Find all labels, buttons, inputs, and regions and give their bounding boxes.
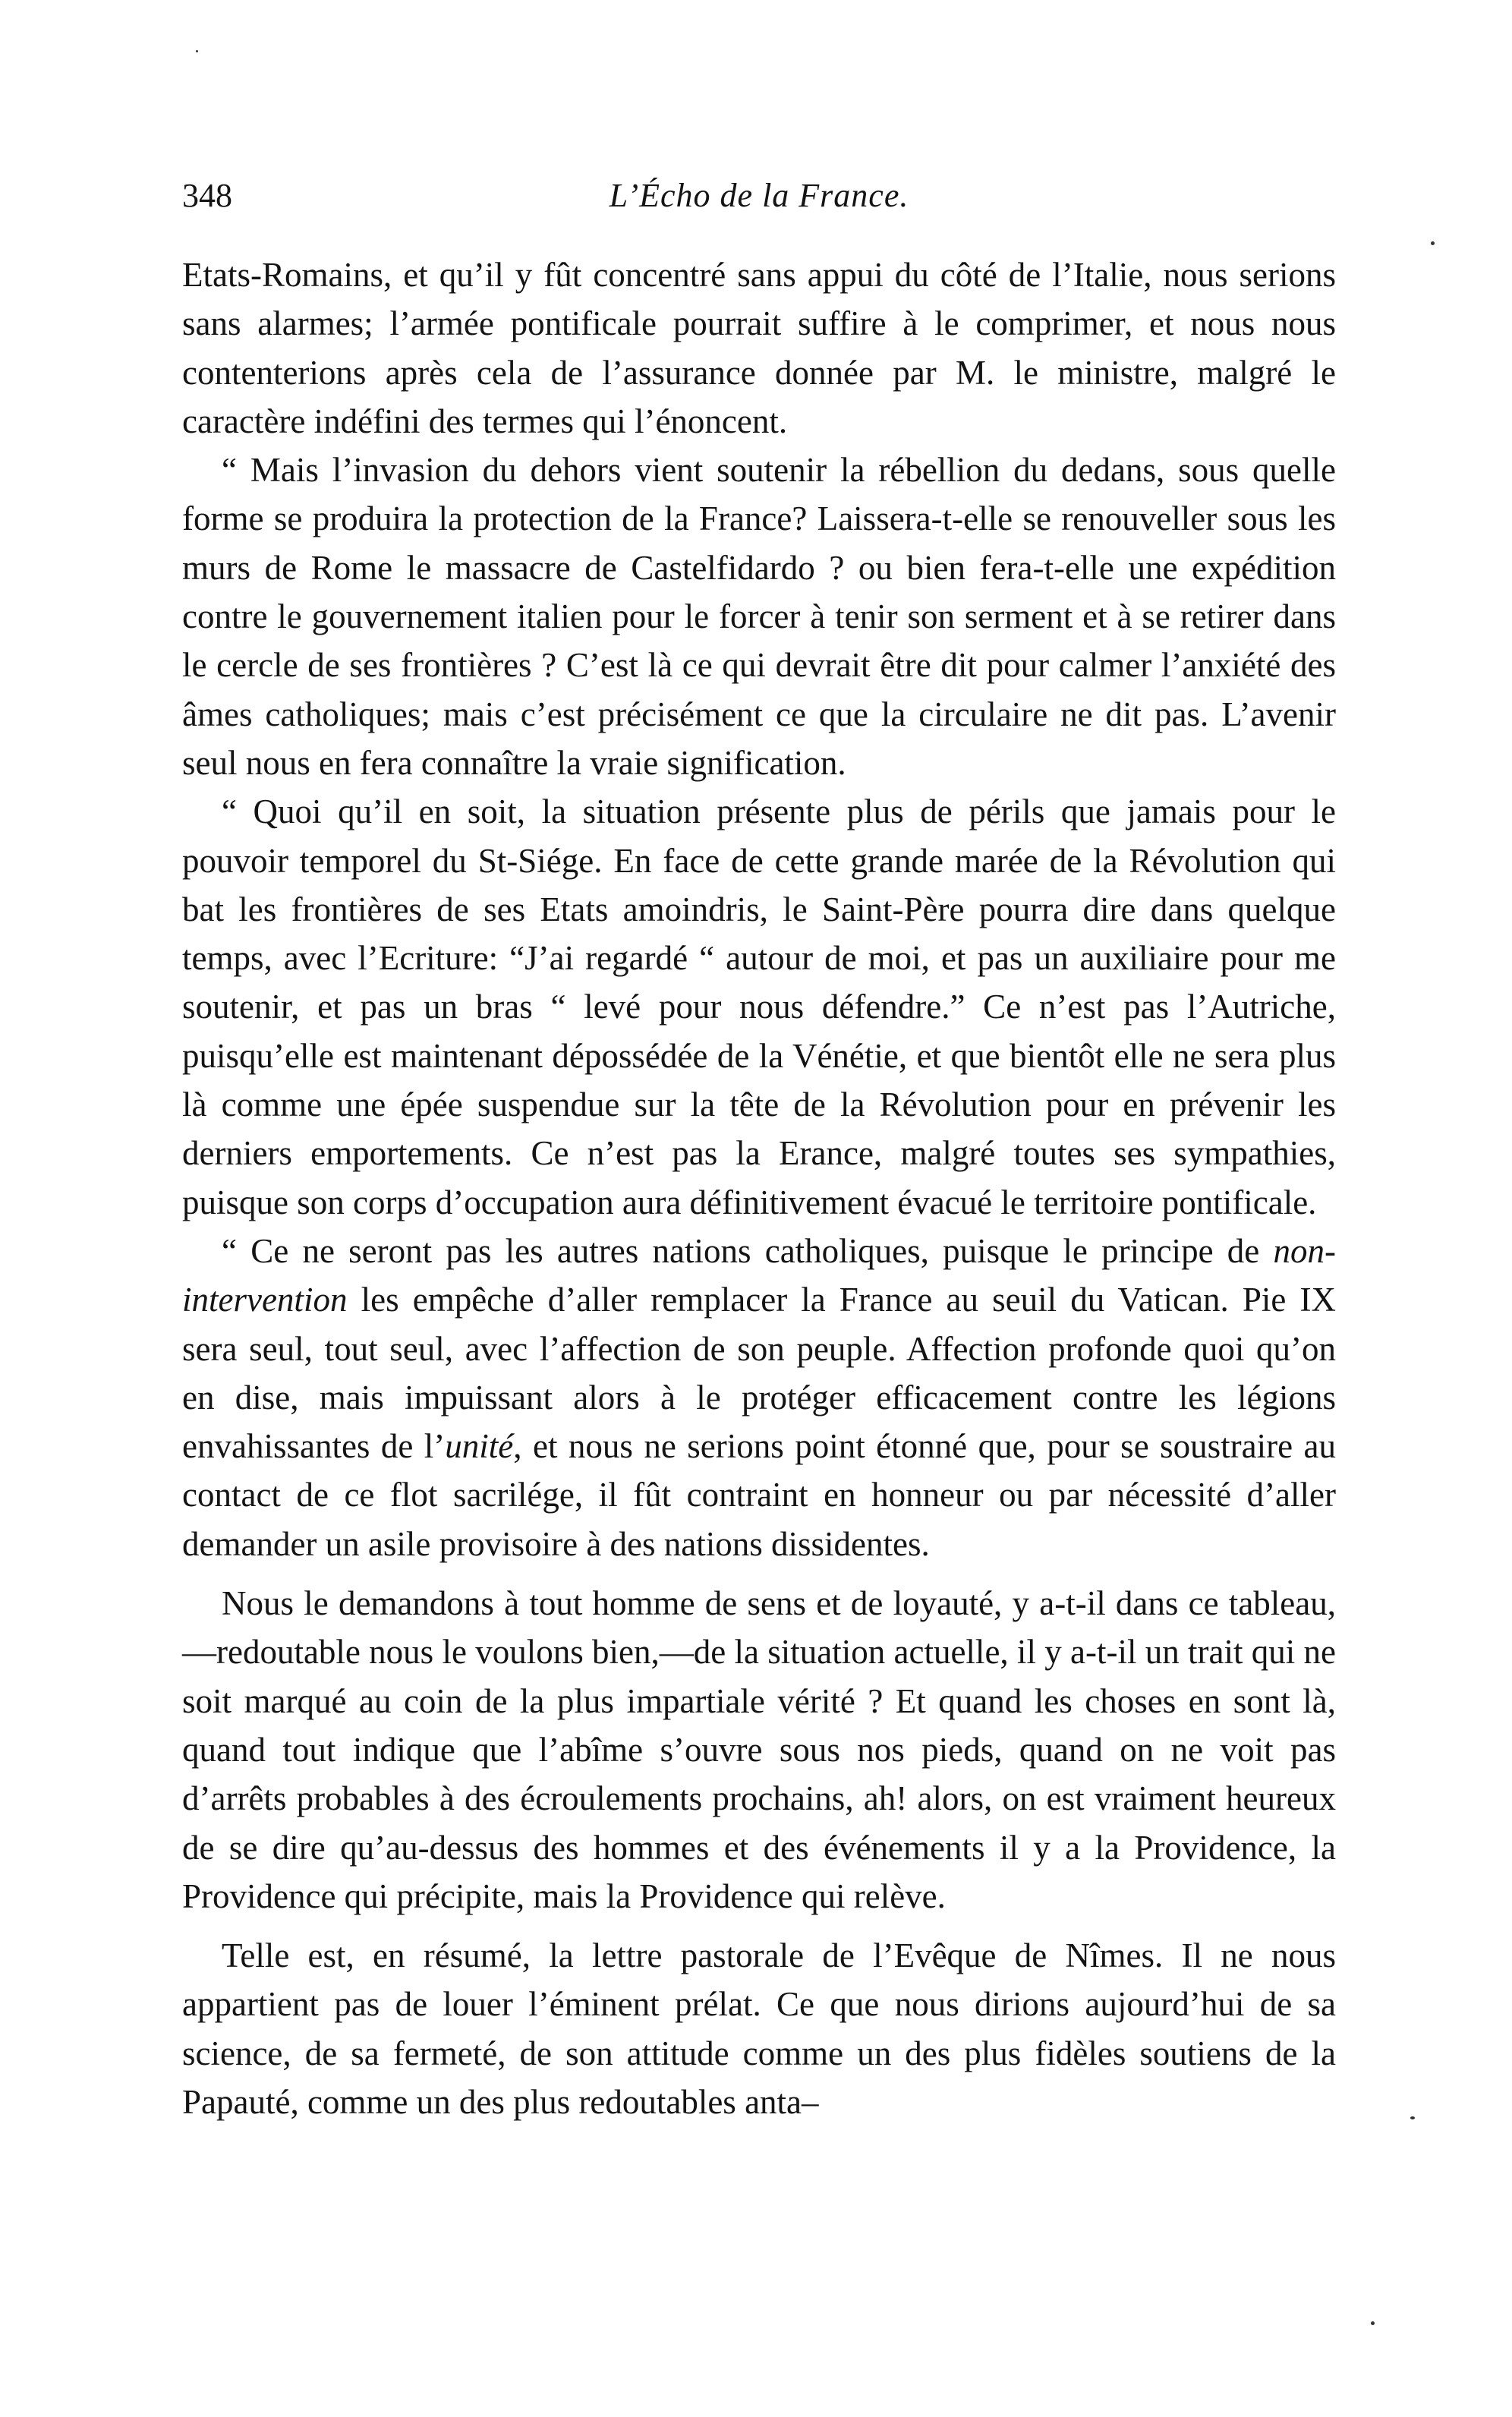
- paragraph-4-text-b: les empêche d’aller remplacer la France au seuil du Vatican. Pie IX sera seul, tout seul, avec l’affection de son peuple. Affection profonde quoi qu’on en dise, mais impuissant alors à le protéger efficacement contre les légions envahissantes de l’: [182, 1281, 1336, 1466]
- body-text: [182, 251, 1336, 2126]
- running-title: L’Écho de la France.: [609, 177, 909, 214]
- print-speck-4: [1371, 2321, 1375, 2325]
- paragraph-2: “ Mais l’invasion du dehors vient soutenir la rébellion du dedans, sous quelle forme se produira la protection de la France? Laissera-t-elle se renouveller sous les murs de Rome le massacre de Castelfidardo ? ou bien fera-t-elle une expédition contre le gouvernement italien pour le forcer à tenir son serment et à se retirer dans le cercle de ses frontières ? C’est là ce qui devrait être dit pour calmer l’anxiété des âmes catholiques; mais c’est précisément ce que la circulaire ne dit pas. L’avenir seul nous en fera connaître la vraie signification.: [182, 451, 1336, 782]
- paragraph-4-text-c: , et nous ne serions point étonné que, pour se soustraire au contact de ce flot sacrilége, il fût contraint en honneur ou par nécessité d’aller demander un asile provisoire à des nations dissidentes.: [182, 1427, 1336, 1563]
- emphasis-unite: unité: [445, 1427, 514, 1466]
- paragraph-4: [182, 1227, 1336, 1568]
- paragraph-1: Etats-Romains, et qu’il y fût concentré sans appui du côté de l’Italie, nous serions sans alarmes; l’armée pontificale pourrait suffire à le comprimer, et nous nous contenterions après cela de l’assurance donnée par M. le ministre, malgré le caractère indéfini des termes qui l’énoncent.: [182, 256, 1336, 440]
- emphasis-non-intervention: non-intervention: [182, 1231, 1336, 1319]
- paragraph-5: Nous le demandons à tout homme de sens et de loyauté, y a-t-il dans ce tableau,—redoutable nous le voulons bien,—de la situation actuelle, il y a-t-il un trait qui ne soit marqué au coin de la plus impartiale vérité ? Et quand les choses en sont là, quand tout indique que l’abîme s’ouvre sous nos pieds, quand on ne voit pas d’arrêts probables à des écroulements prochains, ah! alors, on est vraiment heureux de se dire qu’au-dessus des hommes et des événements il y a la Providence, la Providence qui précipite, mais la Providence qui relève.: [182, 1584, 1336, 1915]
- print-speck-2: [1431, 241, 1435, 245]
- page-header: [182, 173, 1336, 219]
- paragraph-4-text-a: “ Ce ne seront pas les autres nations catholiques, puisque le principe de: [222, 1231, 1274, 1270]
- print-speck-3: [1410, 2116, 1415, 2119]
- page-number: 348: [182, 177, 232, 214]
- paragraph-6: Telle est, en résumé, la lettre pastorale de l’Evêque de Nîmes. Il ne nous appartient pas de louer l’éminent prélat. Ce que nous dirions aujourd’hui de sa science, de sa fermeté, de son attitude comme un des plus fidèles soutiens de la Papauté, comme un des plus redoutables anta–: [182, 1936, 1336, 2121]
- paragraph-3: “ Quoi qu’il en soit, la situation présente plus de périls que jamais pour le pouvoir temporel du St-Siége. En face de cette grande marée de la Révolution qui bat les frontières de ses Etats amoindris, le Saint-Père pourra dire dans quelque temps, avec l’Ecriture: “J’ai regardé “ autour de moi, et pas un auxiliaire pour me soutenir, et pas un bras “ levé pour nous défendre.” Ce n’est pas l’Autriche, puisqu’elle est maintenant dépossédée de la Vénétie, et que bientôt elle ne sera plus là comme une épée suspendue sur la tête de la Révolution pour en prévenir les derniers emportements. Ce n’est pas la Erance, malgré toutes ses sympathies, puisque son corps d’occupation aura définitivement évacué le territoire pontificale.: [182, 793, 1336, 1221]
- print-speck-1: [196, 50, 198, 52]
